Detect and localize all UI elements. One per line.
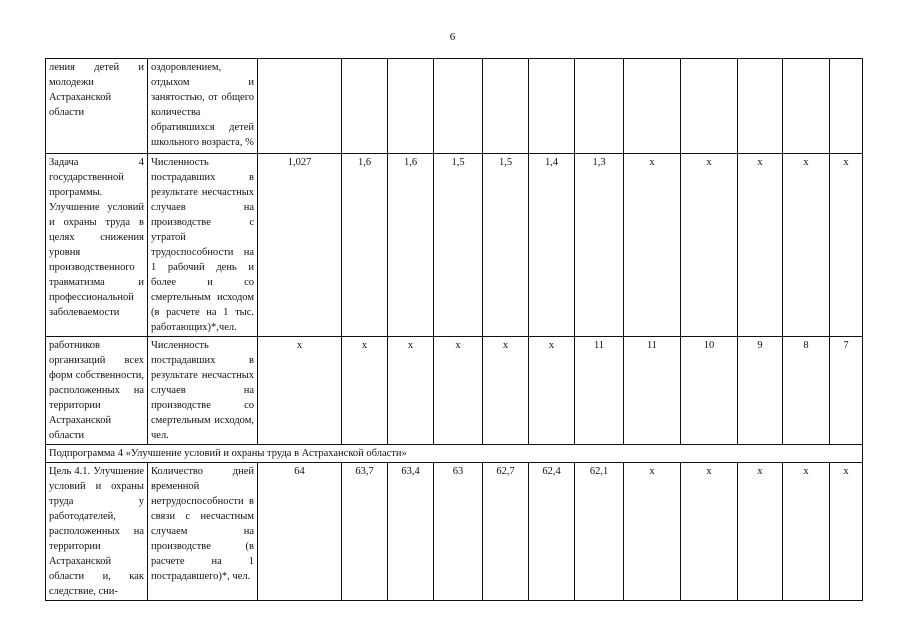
value-cell bbox=[783, 59, 830, 154]
value-cell: 63 bbox=[434, 463, 483, 601]
page-number: 6 bbox=[449, 31, 456, 43]
indicators-table bbox=[45, 58, 863, 601]
value-cell bbox=[434, 59, 483, 154]
value-cell: x bbox=[529, 337, 575, 445]
value-cell: 1,6 bbox=[388, 154, 434, 337]
goal-cell: работников организаций всех форм собственности, расположенных на территории Астраханской области bbox=[46, 337, 148, 445]
value-cell: 11 bbox=[624, 337, 681, 445]
value-cell bbox=[258, 59, 342, 154]
value-cell: 62,1 bbox=[575, 463, 624, 601]
value-cell: x bbox=[388, 337, 434, 445]
indicator-cell: Численность пострадавших в результате несчастных случаев на производстве с утратой трудоспособности на 1 рабочий день и более и со смертельным исходом (в расчете на 1 тыс. работающих)*,чел. bbox=[148, 154, 258, 337]
value-cell: 7 bbox=[830, 337, 863, 445]
value-cell: 8 bbox=[783, 337, 830, 445]
value-cell: 64 bbox=[258, 463, 342, 601]
value-cell: x bbox=[738, 463, 783, 601]
table-row bbox=[46, 154, 863, 337]
value-cell: x bbox=[783, 463, 830, 601]
value-cell bbox=[342, 59, 388, 154]
table-row bbox=[46, 445, 863, 463]
indicator-cell: оздоровлением, отдыхом и занятостью, от общего количества обратившихся детей школьного возраста, % bbox=[148, 59, 258, 154]
value-cell: 1,027 bbox=[258, 154, 342, 337]
value-cell bbox=[738, 59, 783, 154]
value-cell bbox=[575, 59, 624, 154]
goal-cell: ления детей и молодежи Астраханской области bbox=[46, 59, 148, 154]
value-cell: x bbox=[258, 337, 342, 445]
indicator-cell: Численность пострадавших в результате несчастных случаев на производстве со смертельным исходом, чел. bbox=[148, 337, 258, 445]
value-cell: x bbox=[434, 337, 483, 445]
value-cell: 10 bbox=[681, 337, 738, 445]
value-cell: 63,7 bbox=[342, 463, 388, 601]
value-cell bbox=[483, 59, 529, 154]
value-cell bbox=[681, 59, 738, 154]
value-cell: x bbox=[830, 154, 863, 337]
value-cell: 62,4 bbox=[529, 463, 575, 601]
value-cell: x bbox=[830, 463, 863, 601]
subprogram-heading: Подпрограмма 4 «Улучшение условий и охраны труда в Астраханской области» bbox=[46, 445, 863, 463]
table-row bbox=[46, 59, 863, 154]
value-cell: 63,4 bbox=[388, 463, 434, 601]
value-cell: x bbox=[624, 463, 681, 601]
value-cell: x bbox=[783, 154, 830, 337]
value-cell: x bbox=[342, 337, 388, 445]
value-cell: 1,5 bbox=[434, 154, 483, 337]
value-cell: 1,3 bbox=[575, 154, 624, 337]
indicator-cell: Количество дней временной нетрудоспособности в связи с несчастным случаем на производстве (в расчете на 1 пострадавшего)*, чел. bbox=[148, 463, 258, 601]
value-cell: 1,4 bbox=[529, 154, 575, 337]
value-cell: 1,6 bbox=[342, 154, 388, 337]
goal-cell: Цель 4.1. Улучшение условий и охраны труда у работодателей, расположенных на территории Астраханской области и, как следствие, сни- bbox=[46, 463, 148, 601]
value-cell: 11 bbox=[575, 337, 624, 445]
value-cell: x bbox=[483, 337, 529, 445]
value-cell: 62,7 bbox=[483, 463, 529, 601]
value-cell: x bbox=[738, 154, 783, 337]
value-cell bbox=[529, 59, 575, 154]
value-cell: 9 bbox=[738, 337, 783, 445]
value-cell bbox=[624, 59, 681, 154]
value-cell bbox=[388, 59, 434, 154]
value-cell: x bbox=[681, 463, 738, 601]
value-cell: x bbox=[681, 154, 738, 337]
goal-cell: Задача 4 государственной программы. Улучшение условий и охраны труда в целях снижения уровня производственного травматизма и профессиональной заболеваемости bbox=[46, 154, 148, 337]
value-cell bbox=[830, 59, 863, 154]
table-row bbox=[46, 337, 863, 445]
value-cell: x bbox=[624, 154, 681, 337]
table-row bbox=[46, 463, 863, 601]
value-cell: 1,5 bbox=[483, 154, 529, 337]
